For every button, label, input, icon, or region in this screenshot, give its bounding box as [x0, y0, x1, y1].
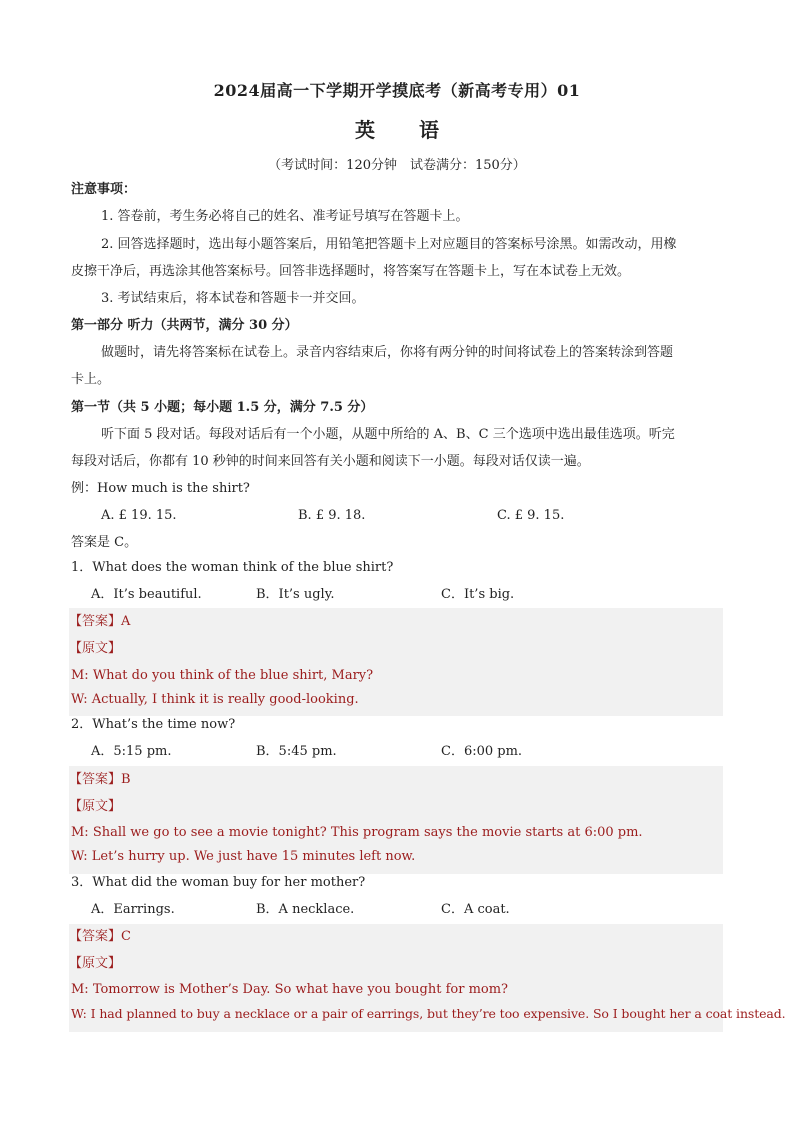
question-2-transcript-label: 【原文】 — [69, 799, 122, 814]
question-1-stem: 1．What does the woman think of the blue shirt? — [71, 560, 394, 575]
section1-heading: 第一节（共 5 小题；每小题 1.5 分，满分 7.5 分） — [71, 400, 374, 415]
question-3-option-a: A．Earrings. — [91, 902, 175, 917]
example-option-c: C. £ 9. 15. — [497, 508, 565, 523]
question-1-option-c: C．It’s big. — [441, 587, 515, 602]
question-2-transcript-line-1: M: Shall we go to see a movie tonight? This program says the movie starts at 6:00 pm. — [71, 825, 643, 840]
notice-item-2-line-1: 2. 回答选择题时，选出每小题答案后，用铅笔把答题卡上对应题目的答案标号涂黑。如需改动，用橡 — [101, 237, 677, 252]
question-1-answer: 【答案】A — [69, 614, 131, 629]
question-3-transcript-label: 【原文】 — [69, 956, 122, 971]
question-1-option-a: A．It’s beautiful. — [91, 587, 202, 602]
question-1-option-b: B．It’s ugly. — [256, 587, 335, 602]
question-2-option-a: A．5:15 pm. — [91, 744, 172, 759]
subject-title: 英语 — [355, 118, 483, 142]
question-3-transcript-line-1: M: Tomorrow is Mother’s Day. So what have you bought for mom? — [71, 982, 509, 997]
question-2-stem: 2．What’s the time now? — [71, 717, 236, 732]
question-2-option-b: B．5:45 pm. — [256, 744, 337, 759]
example-option-b: B. £ 9. 18. — [298, 508, 366, 523]
question-2-transcript-line-2: W: Let’s hurry up. We just have 15 minutes left now. — [71, 849, 416, 864]
question-1-transcript-line-1: M: What do you think of the blue shirt, Mary? — [71, 668, 374, 683]
section1-intro-line-1: 听下面 5 段对话。每段对话后有一个小题，从题中所给的 A、B、C 三个选项中选出最佳选项。听完 — [101, 427, 675, 442]
notice-item-3: 3. 考试结束后，将本试卷和答题卡一并交回。 — [101, 291, 365, 306]
question-3-option-c: C．A coat. — [441, 902, 510, 917]
notice-item-1: 1. 答卷前，考生务必将自己的姓名、准考证号填写在答题卡上。 — [101, 209, 469, 224]
question-3-answer: 【答案】C — [69, 929, 131, 944]
question-3-option-b: B．A necklace. — [256, 902, 355, 917]
question-2-option-c: C．6:00 pm. — [441, 744, 523, 759]
part1-intro-line-2: 卡上。 — [71, 372, 111, 387]
part1-heading: 第一部分 听力（共两节，满分 30 分） — [71, 318, 298, 333]
section1-intro-line-2: 每段对话后，你都有 10 秒钟的时间来回答有关小题和阅读下一小题。每段对话仅读一遍。 — [71, 454, 590, 469]
page-title: 2024届高一下学期开学摸底考（新高考专用）01 — [213, 81, 581, 100]
example-answer: 答案是 C。 — [71, 535, 138, 550]
example-option-a: A. £ 19. 15. — [101, 508, 177, 523]
notice-item-2-line-2: 皮擦干净后，再选涂其他答案标号。回答非选择题时，将答案写在答题卡上，写在本试卷上无效。 — [71, 264, 631, 279]
question-3-stem: 3．What did the woman buy for her mother? — [71, 875, 366, 890]
question-1-transcript-line-2: W: Actually, I think it is really good-looking. — [71, 692, 359, 707]
question-2-answer: 【答案】B — [69, 772, 131, 787]
part1-intro-line-1: 做题时，请先将答案标在试卷上。录音内容结束后，你将有两分钟的时间将试卷上的答案转涂到答题 — [101, 345, 674, 360]
notice-heading: 注意事项： — [71, 182, 137, 197]
exam-info: （考试时间：120分钟 试卷满分：150分） — [268, 158, 526, 173]
example-question: 例：How much is the shirt? — [71, 481, 250, 496]
question-3-transcript-line-2: W: I had planned to buy a necklace or a pair of earrings, but they’re too expensive. So I bought her a coat instead. — [71, 1006, 786, 1021]
question-1-transcript-label: 【原文】 — [69, 641, 122, 656]
